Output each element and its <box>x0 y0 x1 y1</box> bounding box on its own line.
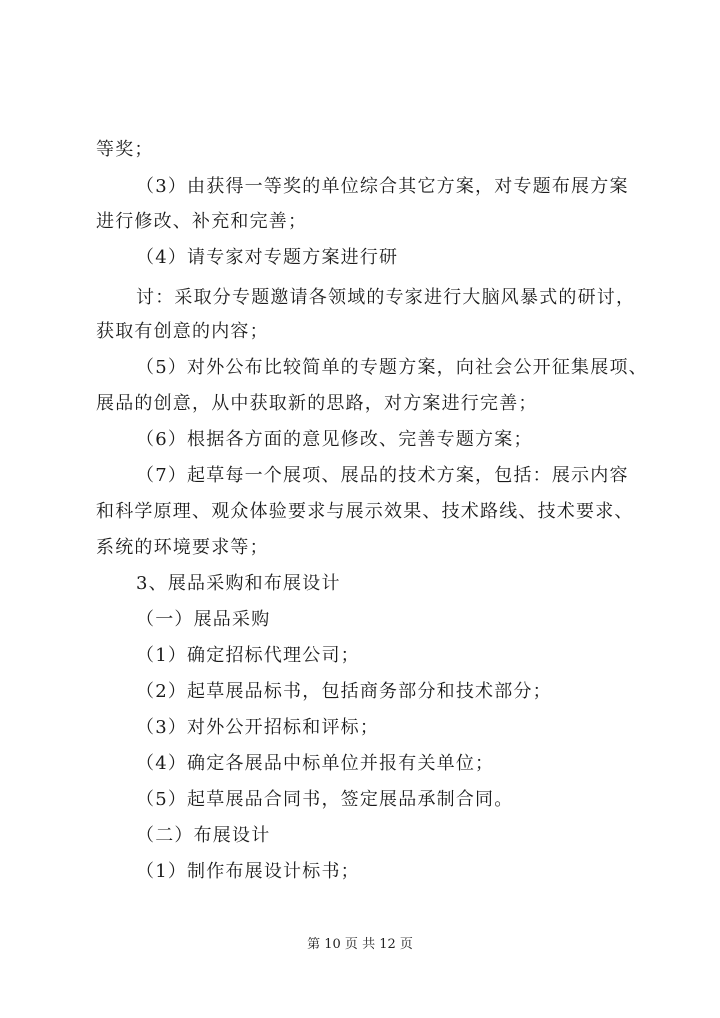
text-line: （3）对外公开招标和评标； <box>136 717 380 738</box>
text-line: （3）由获得一等奖的单位综合其它方案，对专题布展方案 <box>136 176 629 197</box>
text-line: （2）起草展品标书，包括商务部分和技术部分； <box>136 681 552 702</box>
text-line: （1）制作布展设计标书； <box>136 861 360 882</box>
subsection-heading: （二）布展设计 <box>136 825 271 846</box>
text-line: 展品的创意，从中获取新的思路，对方案进行完善； <box>96 393 538 414</box>
text-line: 等奖； <box>96 139 154 160</box>
text-line: （7）起草每一个展项、展品的技术方案，包括：展示内容 <box>136 465 629 486</box>
text-line: （5）起草展品合同书，签定展品承制合同。 <box>136 789 514 810</box>
text-line: （6）根据各方面的意见修改、完善专题方案； <box>136 429 533 450</box>
text-line: （5）对外公布比较简单的专题方案，向社会公开征集展项、 <box>136 357 648 378</box>
text-line: （4）请专家对专题方案进行研 <box>136 247 399 268</box>
subsection-heading: （一）展品采购 <box>136 609 271 630</box>
text-line: （4）确定各展品中标单位并报有关单位； <box>136 753 495 774</box>
text-line: 系统的环境要求等； <box>96 537 269 558</box>
text-line: 获取有创意的内容； <box>96 321 269 342</box>
text-line: （1）确定招标代理公司； <box>136 645 360 666</box>
text-line: 讨：采取分专题邀请各领域的专家进行大脑风暴式的研讨， <box>136 287 636 308</box>
text-line: 和科学原理、观众体验要求与展示效果、技术路线、技术要求、 <box>96 501 634 522</box>
text-line: 进行修改、补充和完善； <box>96 211 308 232</box>
page-number-footer: 第 10 页 共 12 页 <box>307 937 413 952</box>
section-heading: 3、展品采购和布展设计 <box>136 573 341 594</box>
